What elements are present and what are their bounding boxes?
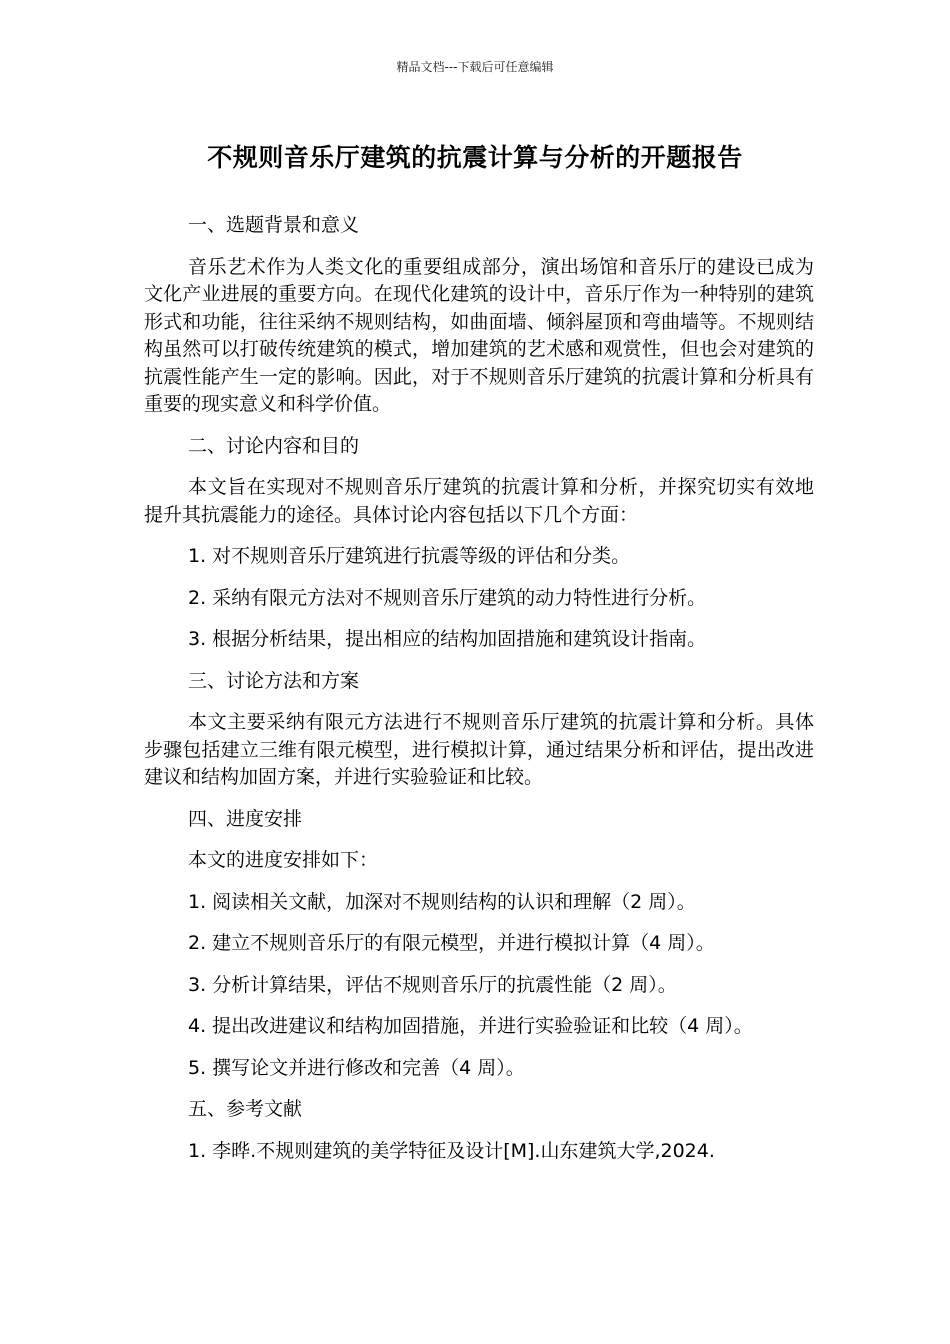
section-heading-method: 三、讨论方法和方案 (188, 669, 360, 692)
list-item: 5. 撰写论文并进行修改和完善（4 周）。 (188, 1056, 525, 1079)
list-item: 4. 提出改进建议和结构加固措施，并进行实验验证和比较（4 周）。 (188, 1015, 753, 1037)
list-item: 3. 分析计算结果，评估不规则音乐厅的抗震性能（2 周）。 (188, 973, 677, 996)
list-item: 1. 阅读相关文献，加深对不规则结构的认识和理解（2 周）。 (188, 890, 696, 913)
paragraph-schedule-intro: 本文的进度安排如下： (188, 849, 379, 871)
paragraph-content: 本文旨在实现对不规则音乐厅建筑的抗震计算和分析，并探究切实有效地提升其抗震能力的途径。具体讨论内容包括以下几个方面： (144, 476, 814, 526)
header-note: 精品文档---下载后可任意编辑 (396, 60, 554, 74)
document-body (144, 212, 814, 1179)
section-heading-schedule: 四、进度安排 (188, 807, 303, 830)
reference-item: 1. 李晔.不规则建筑的美学特征及设计[M].山东建筑大学,2024. (188, 1139, 715, 1162)
section-heading-content: 二、讨论内容和目的 (188, 434, 360, 457)
list-item: 2. 采纳有限元方法对不规则音乐厅建筑的动力特性进行分析。 (188, 586, 707, 609)
paragraph-method: 本文主要采纳有限元方法进行不规则音乐厅建筑的抗震计算和分析。具体步骤包括建立三维有限元模型，进行模拟计算，通过结果分析和评估，提出改进建议和结构加固方案，并进行实验验证和比较。 (144, 711, 814, 788)
document-title: 不规则音乐厅建筑的抗震计算与分析的开题报告 (207, 143, 743, 172)
list-item: 3. 根据分析结果，提出相应的结构加固措施和建筑设计指南。 (188, 628, 707, 650)
list-item: 1. 对不规则音乐厅建筑进行抗震等级的评估和分类。 (188, 545, 631, 567)
section-heading-background: 一、选题背景和意义 (188, 214, 360, 236)
list-item: 2. 建立不规则音乐厅的有限元模型，并进行模拟计算（4 周）。 (188, 932, 715, 954)
paragraph-background: 音乐艺术作为人类文化的重要组成部分，演出场馆和音乐厅的建设已成为文化产业进展的重要方向。在现代化建筑的设计中，音乐厅作为一种特别的建筑形式和功能，往往采纳不规则结构，如曲面墙、倾斜屋顶和弯曲墙等。不规则结构虽然可以打破传统建筑的模式，增加建筑的艺术感和观赏性，但也会对建筑的抗震性能产生一定的影响。因此，对于不规则音乐厅建筑的抗震计算和分析具有重要的现实意义和科学价值。 (144, 255, 814, 415)
section-heading-references: 五、参考文献 (188, 1098, 303, 1120)
